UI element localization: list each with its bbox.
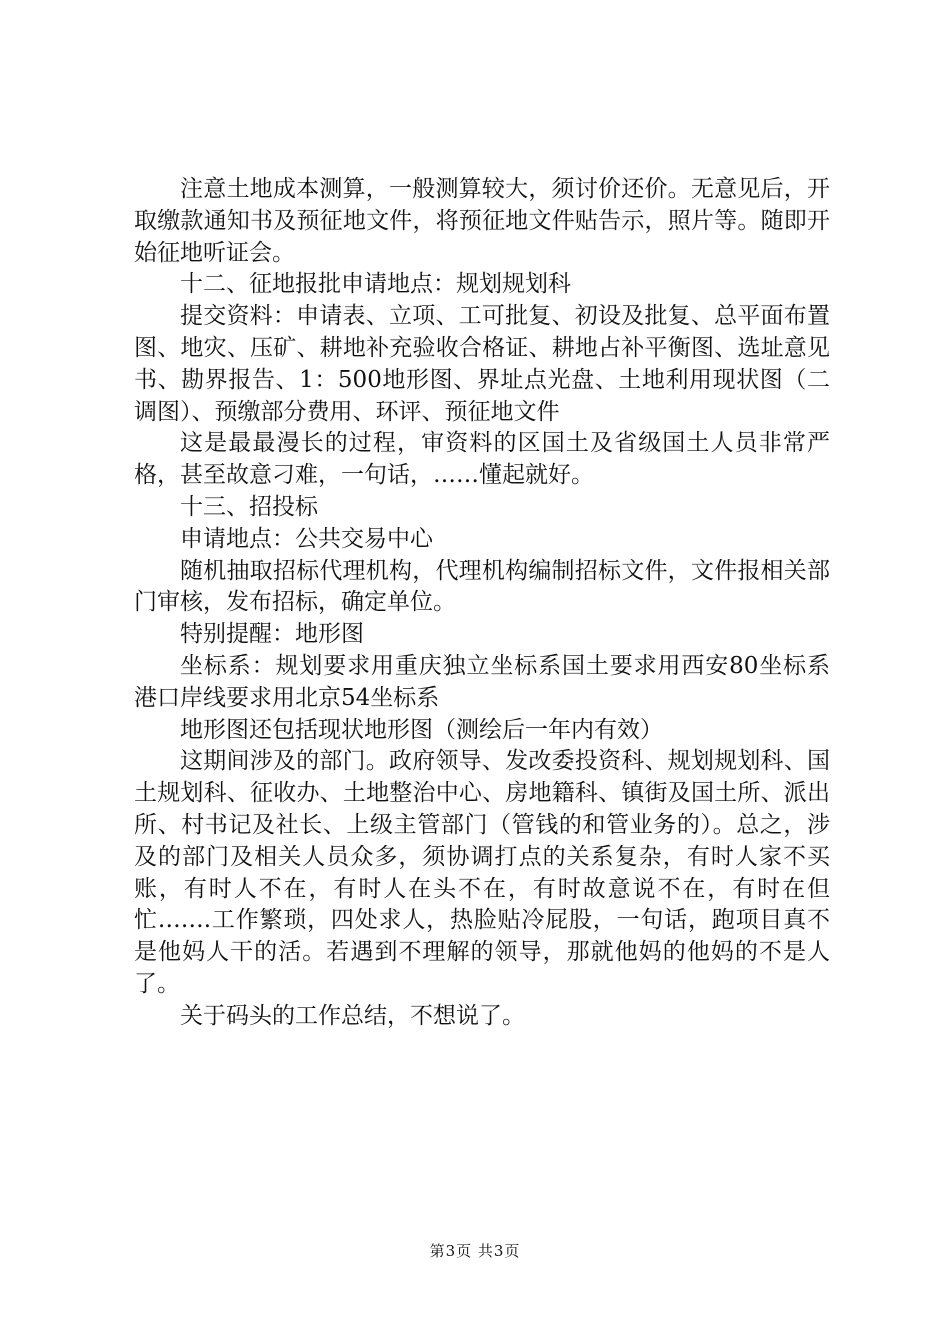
paragraph-long-process: 这是最最漫长的过程，审资料的区国土及省级国土人员非常严格，甚至故意刁难，一句话，……懂起就好。: [134, 430, 830, 489]
paragraph-application-location: 申请地点：公共交易中心: [180, 525, 433, 552]
paragraph-topographic-map: 地形图还包括现状地形图（测绘后一年内有效）: [180, 716, 663, 743]
paragraph-departments: 这期间涉及的部门。政府领导、发改委投资科、规划规划科、国土规划科、征收办、土地整治中心、房地籍科、镇街及国土所、派出所、村书记及社长、上级主管部门（管钱的和管业务的）。总之，涉及的部门及相关人员众多，须协调打点的关系复杂，有时人家不买账，有时人不在，有时人在头不在，有时故意说不在，有时在但忙…….工作繁琐，四处求人，热脸贴冷屁股，一句话，跑项目真不是他妈人干的活。若遇到不理解的领导，那就他妈的他妈的不是人了。: [134, 748, 830, 997]
page-footer: 第3页 共3页: [429, 1242, 521, 1260]
heading-section-12: 十二、征地报批申请地点：规划规划科: [180, 271, 571, 298]
paragraph-land-cost: 注意土地成本测算，一般测算较大，须讨价还价。无意见后，开取缴款通知书及预征地文件，将预征地文件贴告示，照片等。随即开始征地听证会。: [134, 176, 830, 266]
paragraph-closing: 关于码头的工作总结，不想说了。: [180, 1002, 525, 1029]
paragraph-submit-materials: 提交资料：申请表、立项、工可批复、初设及批复、总平面布置图、地灾、压矿、耕地补充验收合格证、耕地占补平衡图、选址意见书、勘界报告、1：500地形图、界址点光盘、土地利用现状图（二调图）、预缴部分费用、环评、预征地文件: [134, 303, 830, 425]
document-body: [134, 174, 830, 1033]
heading-section-13: 十三、招投标: [180, 493, 318, 520]
paragraph-coordinate-system: 坐标系：规划要求用重庆独立坐标系国土要求用西安80坐标系港口岸线要求用北京54坐标系: [134, 652, 830, 711]
paragraph-special-reminder: 特别提醒：地形图: [180, 621, 364, 648]
paragraph-bidding-process: 随机抽取招标代理机构，代理机构编制招标文件，文件报相关部门审核，发布招标，确定单位。: [134, 557, 830, 616]
